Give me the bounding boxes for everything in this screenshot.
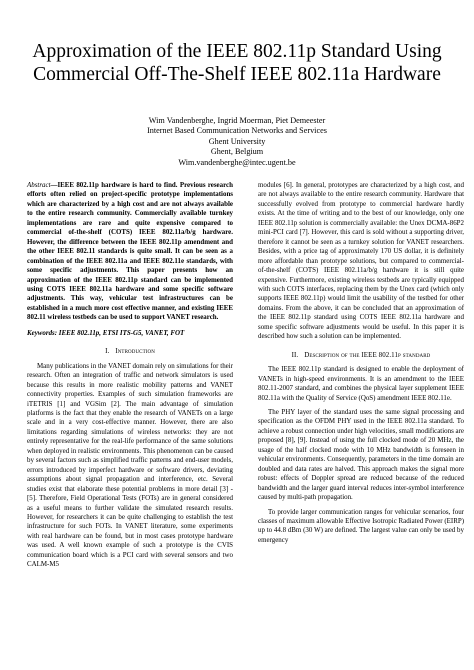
- title-line-2: Commercial Off-The-Shelf IEEE 802.11a Hardware: [33, 64, 441, 85]
- section-1-number: I.: [105, 347, 110, 356]
- abstract: [27, 181, 233, 323]
- paper-title: [20, 40, 454, 86]
- author-names: Wim Vandenberghe, Ingrid Moerman, Piet Demeester: [148, 116, 326, 125]
- affiliation-line-3: Ghent, Belgium: [210, 147, 264, 157]
- section-2-paragraph-2: The PHY layer of the standard uses the same signal processing and specification as the OFDM PHY used in the IEEE 802.11a standard. To achieve a robust connection under high velocities, small modifications are proposed [8], [9]. Instead of using the full clocked mode of 20 MHz, the usage of the half clocked mode with 10 MHz bandwidth is foreseen in vehicular environments. Consequently, parameters in the time domain are doubled and data rates are halved. This approach makes the signal more robust: effects of Doppler spread are reduced because of the reduced bandwidth and the larger guard interval reduces inter-symbol interference caused by multi-path propagation.: [258, 407, 464, 502]
- abstract-lead: Abstract: [27, 181, 51, 189]
- author-email: Wim.vandenberghe@intec.ugent.be: [178, 157, 296, 167]
- section-1-title: Introduction: [115, 347, 155, 356]
- section-2-paragraph-3: To provide larger communication ranges for vehicular scenarios, four classes of maximum allowable Effective Isotropic Radiated Power (EIRP) up to 44.8 dBm (30 W) are defined. The largest value can only be used by emergency: [258, 507, 465, 544]
- right-column: [258, 181, 464, 545]
- abstract-text: —IEEE 802.11p hardware is hard to find. Previous research efforts often relied on project-specific prototype implementations which are characterized by a high cost and are not always available to the entire research community. Commercially available turnkey implementations are rare and quite expensive compared to commercial of-the-shelf (COTS) IEEE 802.11a/b/g hardware. However, the difference between the IEEE 802.11p amendment and the other IEEE 802.11 standards is quite small. It can be seen as a combination of the IEEE 802.11a and IEEE 802.11e standards, with some specific adjustments. This paper presents how an approximation of the IEEE 802.11p standard can be implemented using COTS IEEE 802.11a hardware and some specific software adjustments. This way, vehicular test infrastructures can be established in a much more cost effective manner, and existing IEEE 802.11 wireless testbeds can be used to support VANET research.: [27, 181, 233, 322]
- title-line-1: Approximation of the IEEE 802.11p Standard Using: [32, 41, 442, 62]
- section-2-paragraph-1: The IEEE 802.11p standard is designed to enable the deployment of VANETs in high-speed environments. It is an amendment to the IEEE 802.11-2007 standard, and combines the physical layer supplement IEEE 802.11a with the Quality of Service (QoS) amendment IEEE 802.11e.: [258, 365, 464, 402]
- left-column: [27, 181, 233, 570]
- keywords: Keywords: IEEE 802.11p, ETSI ITS-G5, VANET, FOT: [27, 328, 185, 337]
- affiliation-line-2: Ghent University: [208, 136, 266, 146]
- author-block: [20, 116, 454, 168]
- intro-continued-paragraph: modules [6]. In general, prototypes are characterized by a high cost, and are not always available to the entire research community. Hardware that successfully evolved from prototype to commercial hardware hardly exists. At the time of writing and to the best of our knowledge, only one IEEE 802.11p solution is commercially available: the Unex DCMA-86P2 mini-PCI card [7]. However, this card is sold without a supporting driver, therefore it cannot be seen as a turnkey solution for VANET researchers. Besides, with a price tag of approximately 170 US dollar, it is definitely more affordable than prototype solutions, but compared to commercial-of-the-shelf (COTS) IEEE 802.11a/b/g hardware it is still quite expensive. Furthermore, existing wireless testbeds are typically equipped with such COTS interfaces, replacing them by the Unex card (which only supports IEEE 802.11p) would limit the usability of the testbed for other domains. From the above, it can be concluded that an approximation of the IEEE 802.11p standard using COTS IEEE 802.11a hardware and some specific software adjustments would be useful. In this paper it is described how such a solution can be implemented.: [258, 181, 464, 341]
- section-1-heading: [27, 347, 233, 356]
- section-2-number: II.: [291, 350, 299, 359]
- section-2-title: Description of the IEEE 802.11p standard: [304, 350, 431, 359]
- section-2-heading: [258, 351, 464, 360]
- affiliation-line-1: Internet Based Communication Networks and Services: [147, 126, 327, 136]
- intro-paragraph: Many publications in the VANET domain rely on simulations for their research. Often an integration of traffic and network simulators is used because this results in more realistic mobility patterns and VANET connectivity properties. Examples of such simulation frameworks are iTETRIS [1] and VGSim [2]. The main advantage of simulation platforms is the fact that they enable the research of VANETs on a large scale and in a very cost-effective manner. However, there are also limitations regarding simulations of wireless networks: they are not entirely representative for the real-life performance of the same solutions when deployed in realistic environments. This phenomenon can be caused by several factors such as simplified traffic patterns and end-user models, errors introduced by imperfect hardware or software drivers, deviating assumptions about signal propagation and interference, etc. Several studies exist that elaborate these potential problems in more detail [3] - [5]. Therefore, Field Operational Tests (FOTs) are in general considered as a useful means to further validate the simulated research results. However, for researchers it can be quite challenging to establish the test infrastructure for such FOTs. In VANET literature, some experiments with real hardware can be found, but in most cases prototype hardware was used. A well known example of such a prototype is the CVIS communication board which is a PCI card with several sensors and two CALM-M5: [27, 361, 234, 569]
